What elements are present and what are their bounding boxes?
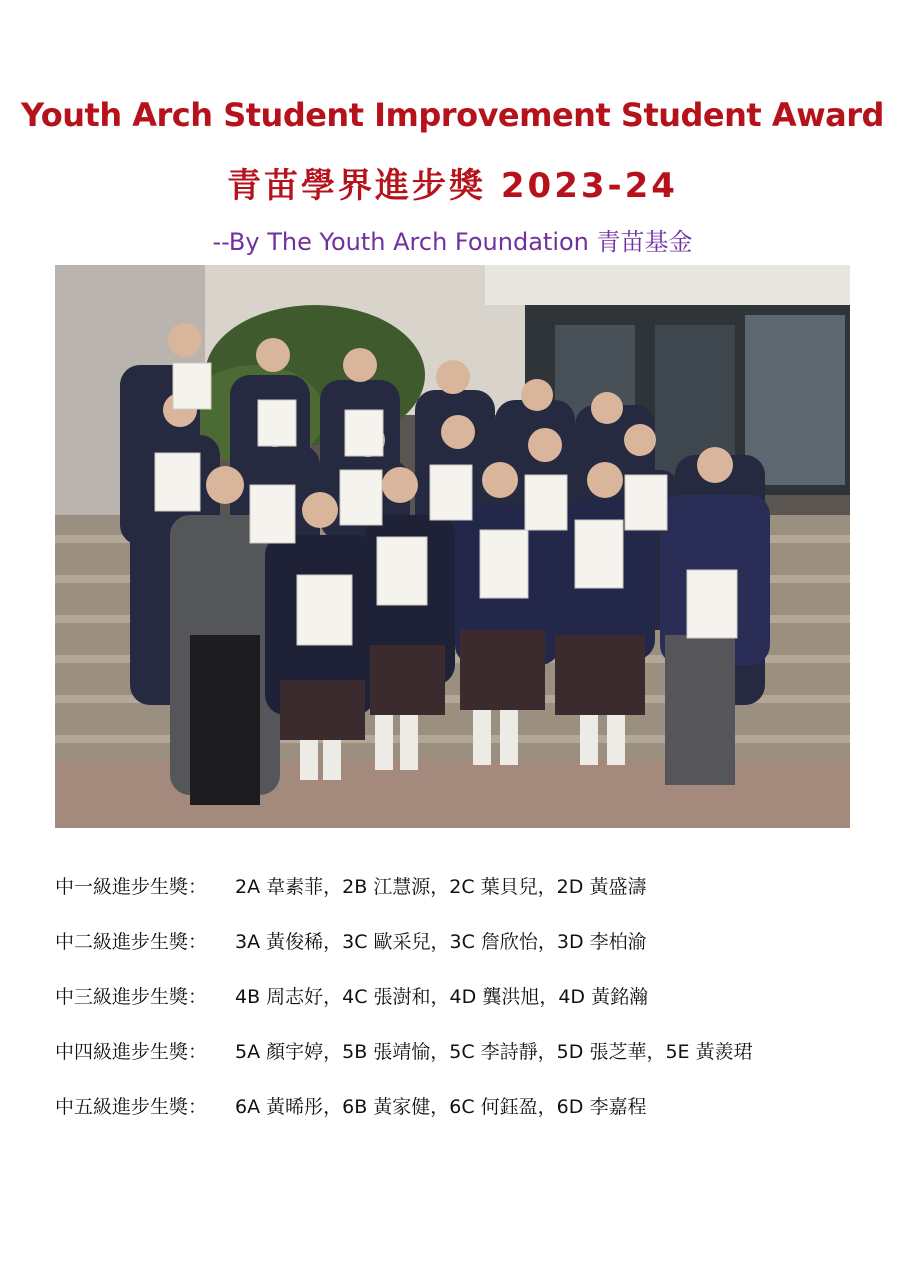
subtitle: --By The Youth Arch Foundation 青苗基金: [212, 228, 693, 256]
award-label: 中一級進步生獎：: [55, 876, 208, 898]
award-list: [55, 858, 875, 1133]
award-names: 4B 周志好，4C 張澍和，4D 龔洪旭，4D 黃銘瀚: [235, 986, 649, 1008]
group-photo: [55, 265, 850, 828]
award-row-form-3: [55, 968, 875, 1023]
award-label: 中五級進步生獎：: [55, 1096, 208, 1118]
award-names: 3A 黃俊稀，3C 歐采兒，3C 詹欣怡，3D 李柏渝: [235, 931, 647, 953]
award-row-form-2: [55, 913, 875, 968]
award-label: 中四級進步生獎：: [55, 1041, 208, 1063]
award-row-form-5: [55, 1078, 875, 1133]
award-names: 6A 黃晞彤，6B 黃家健，6C 何鈺盈，6D 李嘉程: [235, 1096, 647, 1118]
award-row-form-1: [55, 858, 875, 913]
award-names: 2A 韋素菲，2B 江慧源，2C 葉貝兒，2D 黃盛濤: [235, 876, 647, 898]
award-label: 中二級進步生獎：: [55, 931, 208, 953]
title-chinese: 青苗學界進步獎 2023-24: [227, 166, 678, 206]
award-row-form-4: [55, 1023, 875, 1078]
title-english: Youth Arch Student Improvement Student Award: [21, 96, 884, 134]
award-names: 5A 顏宇婷，5B 張靖愉，5C 李詩靜，5D 張芝華，5E 黃羨珺: [235, 1041, 753, 1063]
award-label: 中三級進步生獎：: [55, 986, 208, 1008]
